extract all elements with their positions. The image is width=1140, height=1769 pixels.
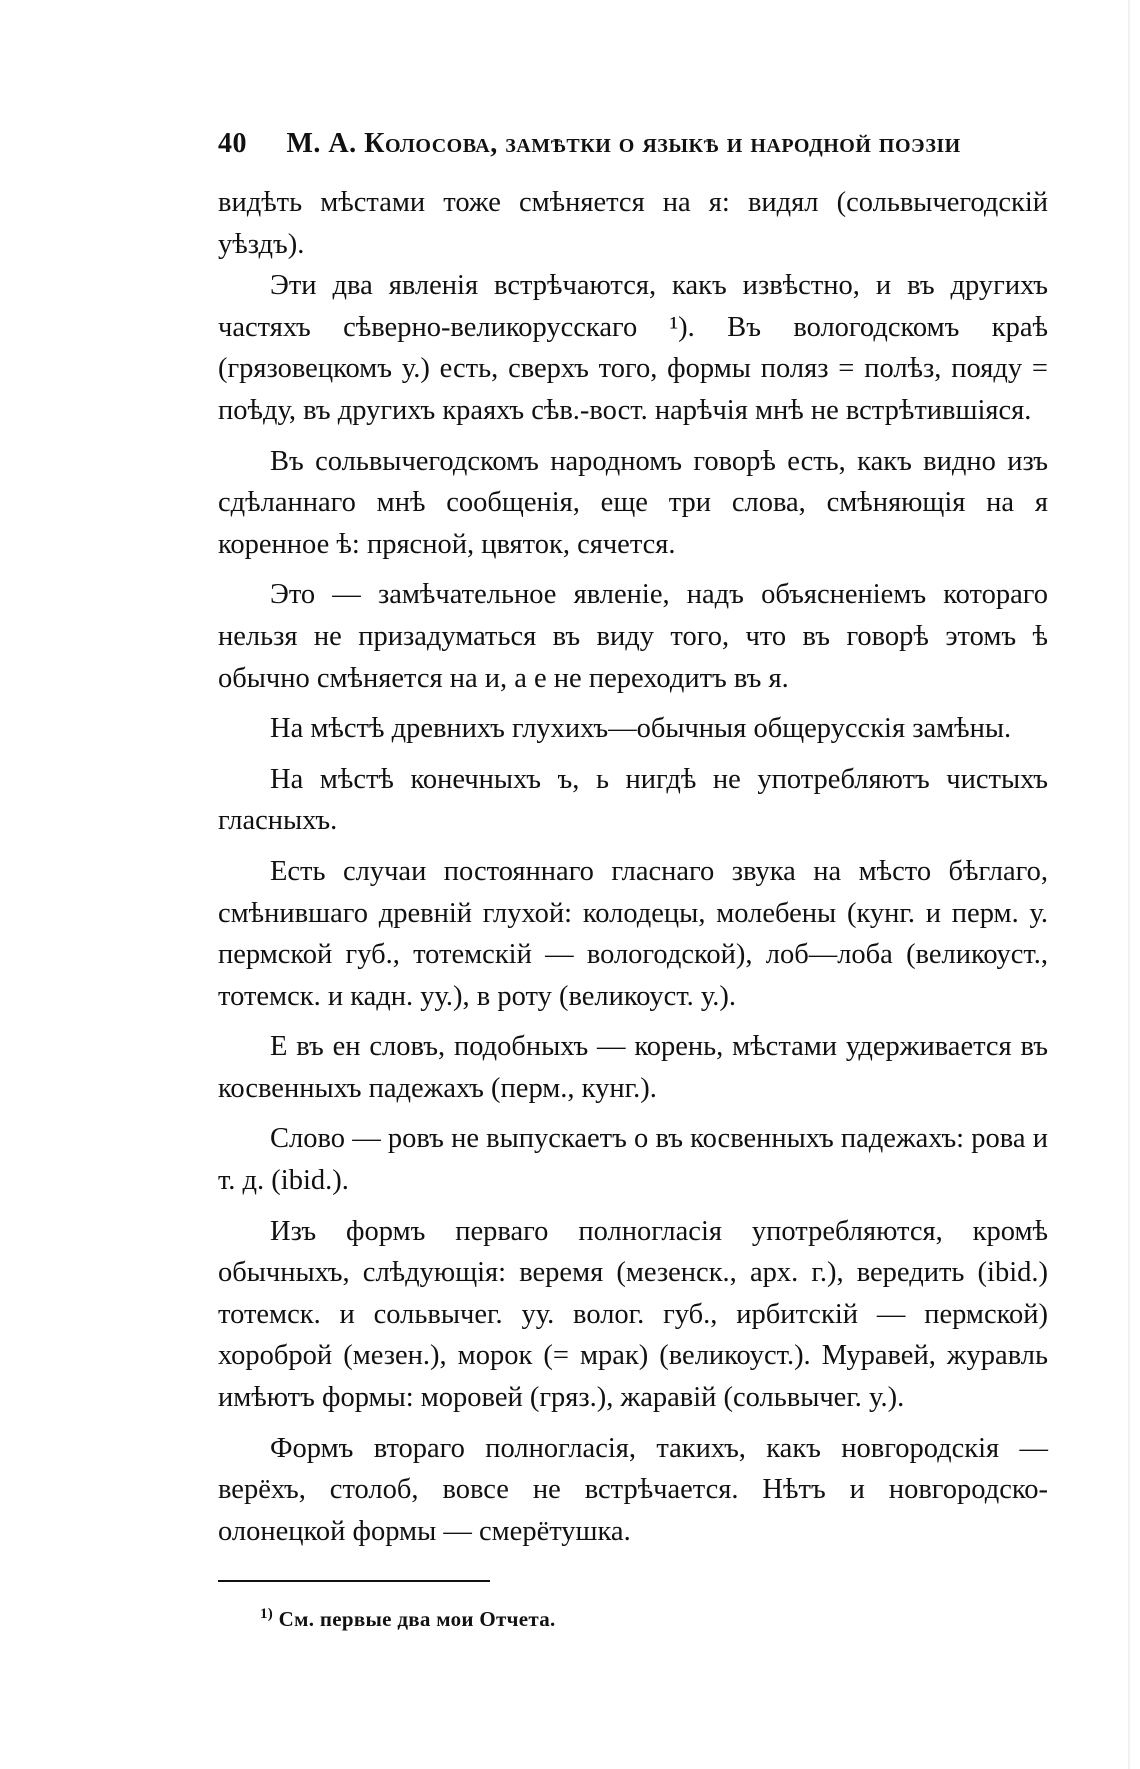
footnote xyxy=(260,1606,1048,1632)
page-number: 40 xyxy=(218,128,247,159)
main-text xyxy=(218,182,1048,1552)
running-title: М. А. Колосова, замѣтки о языкѣ и народной поэзіи xyxy=(286,128,961,159)
footnote-marker: 1) xyxy=(260,1606,274,1623)
paragraph-9: Слово — ровъ не выпускаетъ о въ косвенныхъ падежахъ: рова и т. д. (ibid.). xyxy=(218,1123,1048,1197)
paragraph-6: На мѣстѣ конечныхъ ъ, ь нигдѣ не употребляютъ чистыхъ гласныхъ. xyxy=(218,763,1048,837)
paragraph-10: Изъ формъ перваго полногласія употребляются, кромѣ обычныхъ, слѣдующія: веремя (мезенск., арх. г.), вередить (ibid.) тотемск. и сольвычег. уу. волог. губ., ирбитскій — пермской) хороброй (мезен.), морок (= мрак) (великоуст.). Муравей, журавль имѣютъ формы: моровей (гряз.), жаравій (сольвычег. у.). xyxy=(218,1215,1048,1414)
paragraph-4: Это — замѣчательное явленіе, надъ объясненіемъ котораго нельзя не призадуматься въ виду того, что въ говорѣ этомъ ѣ обычно смѣняется на и, а е не переходитъ въ я. xyxy=(218,579,1048,694)
paragraph-3: Въ сольвычегодскомъ народномъ говорѣ есть, какъ видно изъ сдѣланнаго мнѣ сообщенія, еще три слова, смѣняющія на я коренное ѣ: прясной, цвяток, сячется. xyxy=(218,445,1048,560)
paragraph-11: Формъ втораго полногласія, такихъ, какъ новгородскія — верёхъ, столоб, вовсе не встрѣчается. Нѣтъ и новгородско-олонецкой формы — смерётушка. xyxy=(218,1432,1048,1547)
paragraph-5: На мѣстѣ древнихъ глухихъ—обычныя общерусскія замѣны. xyxy=(270,713,1012,745)
footnote-rule xyxy=(218,1580,490,1582)
running-header xyxy=(218,128,1048,176)
paragraph-2: Эти два явленія встрѣчаются, какъ извѣстно, и въ другихъ частяхъ сѣверно-великорусскаго ¹). Въ вологодскомъ краѣ (грязовецкомъ у.) есть, сверхъ того, формы поляз = полѣз, пояду = поѣду, въ другихъ краяхъ сѣв.-вост. нарѣчія мнѣ не встрѣтившіяся. xyxy=(218,270,1048,426)
paragraph-8: Е въ ен словъ, подобныхъ — корень, мѣстами удерживается въ косвенныхъ падежахъ (перм., кунг.). xyxy=(218,1031,1048,1104)
paragraph-7: Есть случаи постояннаго гласнаго звука на мѣсто бѣглаго, смѣнившаго древній глухой: колодецы, молебены (кунг. и перм. у. пермской губ., тотемскій — вологодской), лоб—лоба (великоуст., тотемск. и кадн. уу.), в роту (великоуст. у.). xyxy=(218,855,1048,1012)
page-edge xyxy=(1128,0,1130,1769)
book-page xyxy=(218,128,1048,1632)
paragraph-1: видѣть мѣстами тоже смѣняется на я: видял (сольвычегодскій уѣздъ). xyxy=(218,187,1048,260)
footnote-text: См. первые два мои Отчета. xyxy=(278,1607,556,1632)
